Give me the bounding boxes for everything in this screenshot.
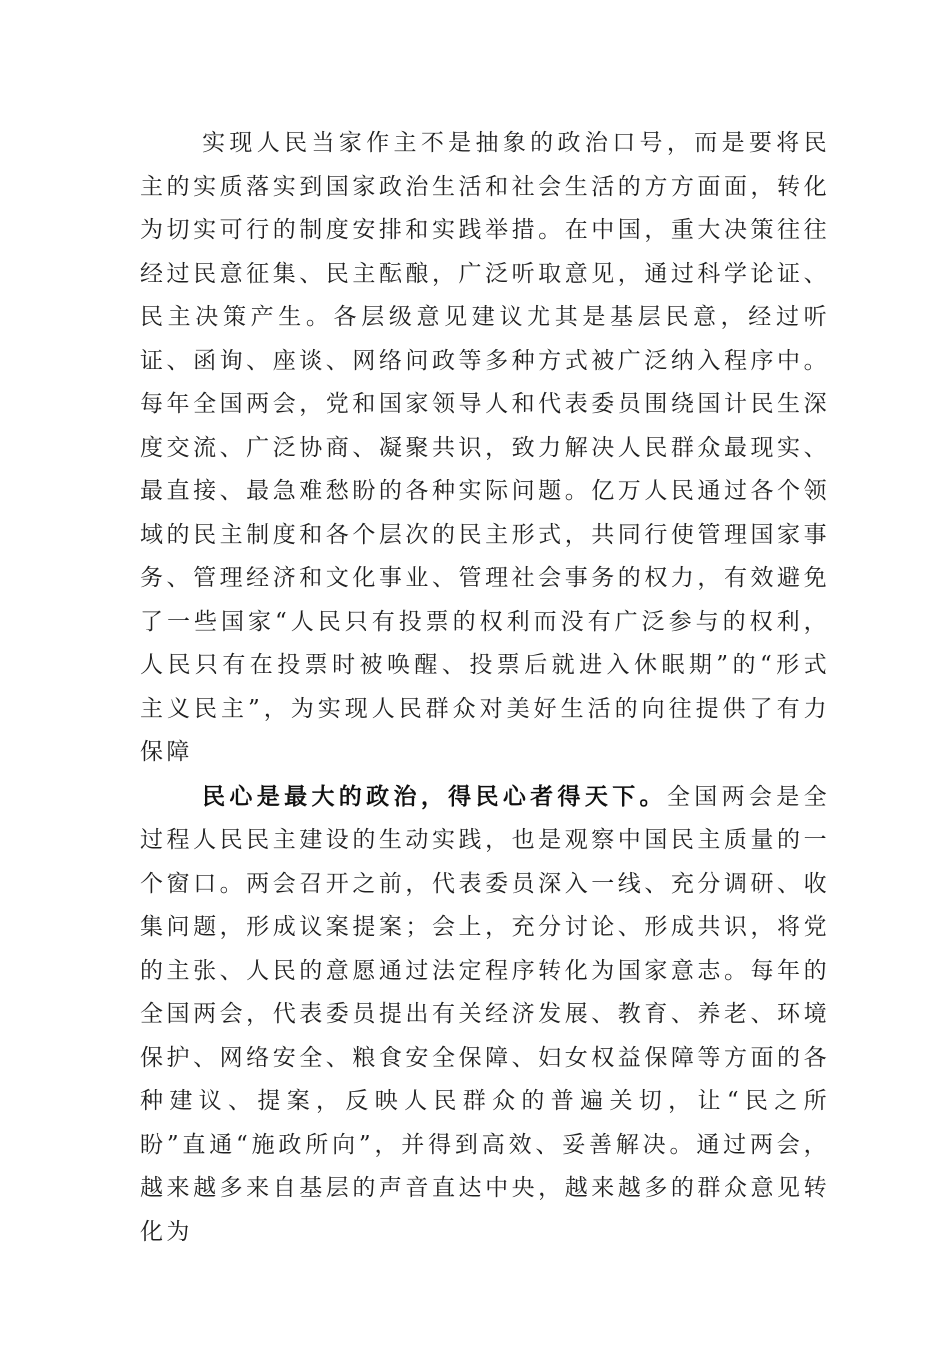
paragraph-2 [140,775,830,1255]
paragraph-2-text: 全国两会是全过程人民民主建设的生动实践，也是观察中国民主质量的一个窗口。两会召开之前，代表委员深入一线、充分调研、收集问题，形成议案提案；会上，充分讨论、形成共识，将党的主张、人民的意愿通过法定程序转化为国家意志。每年的全国两会，代表委员提出有关经济发展、教育、养老、环境保护、网络安全、粮食安全保障、妇女权益保障等方面的各种建议、提案，反映人民群众的普遍关切，让“民之所盼”直通“施政所向”，并得到高效、妥善解决。通过两会，越来越多来自基层的声音直达中央，越来越多的群众意见转化为 [140,783,830,1245]
paragraph-2-bold-lead: 民心是最大的政治，得民心者得天下。 [202,782,667,810]
paragraph-1 [140,122,830,775]
document-body [140,122,830,1254]
paragraph-1-text: 实现人民当家作主不是抽象的政治口号，而是要将民主的实质落实到国家政治生活和社会生活的方方面面，转化为切实可行的制度安排和实践举措。在中国，重大决策往往经过民意征集、民主酝酿，广泛听取意见，通过科学论证、民主决策产生。各层级意见建议尤其是基层民意，经过听证、函询、座谈、网络问政等多种方式被广泛纳入程序中。每年全国两会，党和国家领导人和代表委员围绕国计民生深度交流、广泛协商、凝聚共识，致力解决人民群众最现实、最直接、最急难愁盼的各种实际问题。亿万人民通过各个领域的民主制度和各个层次的民主形式，共同行使管理国家事务、管理经济和文化事业、管理社会事务的权力，有效避免了一些国家“人民只有投票的权利而没有广泛参与的权利，人民只有在投票时被唤醒、投票后就进入休眠期”的“形式主义民主”，为实现人民群众对美好生活的向往提供了有力保障 [140,130,830,765]
